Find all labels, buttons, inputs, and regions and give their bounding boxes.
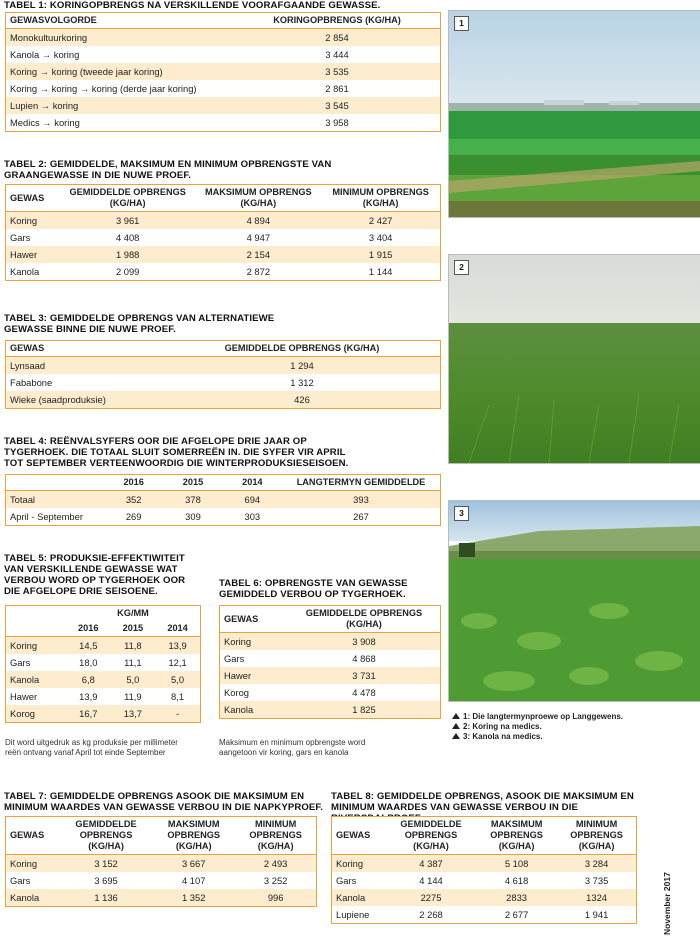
cell: 4 618 bbox=[476, 872, 557, 889]
cell: Koring bbox=[332, 855, 387, 873]
cell: 4 478 bbox=[288, 684, 441, 701]
cell: 6,8 bbox=[66, 671, 111, 688]
table-5-note: Dit word uitgedruk as kg produksie per millimeter reën ontvang vanaf April tot einde September bbox=[5, 738, 178, 757]
table-row bbox=[332, 889, 637, 906]
cell: 2833 bbox=[476, 889, 557, 906]
cell: 309 bbox=[163, 508, 222, 526]
cell: Gars bbox=[6, 654, 67, 671]
table-row bbox=[220, 667, 441, 684]
cell: 2 677 bbox=[476, 906, 557, 924]
table-4-title: TABEL 4: REËNVALSYFERS OOR DIE AFGELOPE DRIE JAAR OP TYGERHOEK. DIE TOTAAL SLUIT SOMERREËN IN. DIE SYFER VIR APRIL TOT SEPTEMBER VERTEENWOORDIG DIE WINTERPRODUKSIESEISOEN. bbox=[4, 436, 349, 469]
cell: Gars bbox=[6, 872, 61, 889]
cell: 3 908 bbox=[288, 633, 441, 651]
table-row bbox=[6, 654, 201, 671]
cell: 3 958 bbox=[234, 114, 441, 132]
triangle-icon bbox=[452, 733, 460, 739]
table-2-title: TABEL 2: GEMIDDELDE, MAKSIMUM EN MINIMUM OPBRENGSTE VAN GRAANGEWASSE IN DIE NUWE PROEF. bbox=[4, 159, 332, 181]
cell: 3 444 bbox=[234, 46, 441, 63]
table-header: GEWAS bbox=[6, 185, 61, 212]
table-row bbox=[6, 872, 317, 889]
table-8 bbox=[331, 816, 637, 924]
table-header: 2014 bbox=[155, 621, 200, 637]
cell: - bbox=[155, 705, 200, 723]
cell: 1 312 bbox=[164, 374, 441, 391]
cell: Kanola bbox=[6, 889, 61, 907]
cell: 267 bbox=[282, 508, 441, 526]
photo-captions bbox=[452, 712, 697, 742]
table-header: GEMIDDELDE OPBRENGS (KG/HA) bbox=[386, 817, 476, 855]
cell: Hawer bbox=[220, 667, 289, 684]
cell: Medics → koring bbox=[6, 114, 235, 132]
cell: 3 404 bbox=[321, 229, 440, 246]
table-header: MINIMUM OPBRENGS (KG/HA) bbox=[557, 817, 636, 855]
cell: Gars bbox=[6, 229, 61, 246]
cell: 3 961 bbox=[60, 212, 195, 230]
cell: 1 825 bbox=[288, 701, 441, 719]
photo-1-badge: 1 bbox=[454, 16, 469, 31]
cell: Koring bbox=[6, 855, 61, 873]
table-row bbox=[6, 63, 441, 80]
table-row bbox=[6, 889, 317, 907]
cell: Hawer bbox=[6, 246, 61, 263]
cell: 4 408 bbox=[60, 229, 195, 246]
cell: 4 107 bbox=[152, 872, 235, 889]
cell: 2 861 bbox=[234, 80, 441, 97]
table-header: GEMIDDELDE OPBRENGS (KG/HA) bbox=[164, 341, 441, 357]
cell: Koring bbox=[6, 637, 67, 655]
table-4 bbox=[5, 474, 441, 526]
table-header: GEWAS bbox=[332, 817, 387, 855]
cell: 13,9 bbox=[155, 637, 200, 655]
cell: 1 352 bbox=[152, 889, 235, 907]
cell: 352 bbox=[104, 491, 163, 509]
cell: 4 894 bbox=[195, 212, 321, 230]
cell: Kanola bbox=[6, 671, 67, 688]
table-row bbox=[6, 263, 441, 281]
cell: 303 bbox=[223, 508, 282, 526]
cell: 2 854 bbox=[234, 29, 441, 47]
caption-2 bbox=[452, 722, 697, 732]
cell: 5,0 bbox=[155, 671, 200, 688]
cell: 3 695 bbox=[60, 872, 152, 889]
table-row bbox=[332, 906, 637, 924]
table-5 bbox=[5, 605, 201, 723]
photo-wheat bbox=[448, 254, 700, 464]
cell: 4 387 bbox=[386, 855, 476, 873]
table-header bbox=[6, 475, 105, 491]
cell: 8,1 bbox=[155, 688, 200, 705]
cell: 12,1 bbox=[155, 654, 200, 671]
table-row bbox=[6, 688, 201, 705]
cell: 1 988 bbox=[60, 246, 195, 263]
table-header: GEMIDDELDE OPBRENGS (KG/HA) bbox=[60, 185, 195, 212]
cell: Fababone bbox=[6, 374, 165, 391]
table-row bbox=[6, 391, 441, 409]
cell: 2275 bbox=[386, 889, 476, 906]
table-row bbox=[220, 701, 441, 719]
cell: Totaal bbox=[6, 491, 105, 509]
table-header: GEWAS bbox=[6, 817, 61, 855]
cell: 5,0 bbox=[111, 671, 156, 688]
table-row bbox=[6, 29, 441, 47]
cell: 996 bbox=[235, 889, 316, 907]
cell: 393 bbox=[282, 491, 441, 509]
cell: Kanola bbox=[332, 889, 387, 906]
cell: 3 731 bbox=[288, 667, 441, 684]
triangle-icon bbox=[452, 713, 460, 719]
footer-date: November 2017 bbox=[662, 872, 672, 935]
cell: 13,7 bbox=[111, 705, 156, 723]
triangle-icon bbox=[452, 723, 460, 729]
table-header bbox=[6, 621, 67, 637]
cell: 1 144 bbox=[321, 263, 440, 281]
table-row bbox=[6, 212, 441, 230]
table-header: LANGTERMYN GEMIDDELDE bbox=[282, 475, 441, 491]
table-row bbox=[220, 684, 441, 701]
cell: 2 427 bbox=[321, 212, 440, 230]
table-6-note: Maksimum en minimum opbrengste word aangetoon vir koring, gars en kanola bbox=[219, 738, 366, 757]
cell: 694 bbox=[223, 491, 282, 509]
table-1 bbox=[5, 12, 441, 132]
cell: Gars bbox=[332, 872, 387, 889]
cell: 3 152 bbox=[60, 855, 152, 873]
table-header: 2016 bbox=[66, 621, 111, 637]
caption-3 bbox=[452, 732, 697, 742]
table-5-title: TABEL 5: PRODUKSIE-EFFEKTIWITEIT VAN VERSKILLENDE GEWASSE WAT VERBOU WORD OP TYGERHOEK OOR DIE AFGELOPE DRIE SEISOENE. bbox=[4, 553, 186, 597]
table-header bbox=[6, 606, 67, 622]
cell: 1 136 bbox=[60, 889, 152, 907]
cell: 4 947 bbox=[195, 229, 321, 246]
wheat-field-image bbox=[449, 255, 700, 463]
cell: Koring → koring → koring (derde jaar koring) bbox=[6, 80, 235, 97]
unit-header: KG/MM bbox=[66, 606, 201, 622]
photo-langgewens bbox=[448, 10, 700, 218]
cell: 1 941 bbox=[557, 906, 636, 924]
table-7-title: TABEL 7: GEMIDDELDE OPBRENGS ASOOK DIE MAKSIMUM EN MINIMUM WAARDES VAN GEWASSE VERBOU IN DIE NAPKYPROEF. bbox=[4, 791, 324, 813]
caption-text: 1: Die langtermynproewe op Langgewens. bbox=[463, 712, 624, 721]
table-row bbox=[6, 491, 441, 509]
table-3-title: TABEL 3: GEMIDDELDE OPBRENGS VAN ALTERNATIEWE GEWASSE BINNE DIE NUWE PROEF. bbox=[4, 313, 275, 335]
cell: 16,7 bbox=[66, 705, 111, 723]
cell: Hawer bbox=[6, 688, 67, 705]
cell: 3 667 bbox=[152, 855, 235, 873]
table-row bbox=[6, 705, 201, 723]
cell: 2 154 bbox=[195, 246, 321, 263]
cell: Kanola bbox=[220, 701, 289, 719]
cell: 2 872 bbox=[195, 263, 321, 281]
table-header: 2015 bbox=[111, 621, 156, 637]
cell: 2 099 bbox=[60, 263, 195, 281]
cell: 3 735 bbox=[557, 872, 636, 889]
table-row bbox=[332, 872, 637, 889]
cell: 378 bbox=[163, 491, 222, 509]
cell: 18,0 bbox=[66, 654, 111, 671]
table-header: 2016 bbox=[104, 475, 163, 491]
cell: 3 252 bbox=[235, 872, 316, 889]
cell: Koring → koring (tweede jaar koring) bbox=[6, 63, 235, 80]
cell: 14,5 bbox=[66, 637, 111, 655]
cell: Korog bbox=[220, 684, 289, 701]
cell: Monokultuurkoring bbox=[6, 29, 235, 47]
table-row bbox=[6, 374, 441, 391]
table-row bbox=[6, 671, 201, 688]
table-row bbox=[6, 114, 441, 132]
table-7 bbox=[5, 816, 317, 907]
table-8-title: TABEL 8: GEMIDDELDE OPBRENGS, ASOOK DIE MAKSIMUM EN MINIMUM WAARDES VAN GEWASSE VERBOU IN DIE bbox=[331, 791, 634, 813]
table-header: GEMIDDELDE OPBRENGS (KG/HA) bbox=[60, 817, 152, 855]
cell: 4 144 bbox=[386, 872, 476, 889]
cell: 269 bbox=[104, 508, 163, 526]
table-row bbox=[6, 855, 317, 873]
cell: 1324 bbox=[557, 889, 636, 906]
table-row bbox=[6, 246, 441, 263]
table-header: 2014 bbox=[223, 475, 282, 491]
table-row bbox=[6, 46, 441, 63]
caption-text: 3: Kanola na medics. bbox=[463, 732, 543, 741]
table-6 bbox=[219, 605, 441, 719]
cell: 3 545 bbox=[234, 97, 441, 114]
table-header: MAKSIMUM OPBRENGS (KG/HA) bbox=[152, 817, 235, 855]
cell: 13,9 bbox=[66, 688, 111, 705]
table-header: MAKSIMUM OPBRENGS (KG/HA) bbox=[195, 185, 321, 212]
cell: Wieke (saadproduksie) bbox=[6, 391, 165, 409]
cell: 3 535 bbox=[234, 63, 441, 80]
field-landscape-image bbox=[449, 11, 700, 217]
cell: 1 294 bbox=[164, 357, 441, 375]
table-1-title: TABEL 1: KORINGOPBRENGS NA VERSKILLENDE VOORAFGAANDE GEWASSE. bbox=[4, 0, 381, 11]
table-header: GEMIDDELDE OPBRENGS (KG/HA) bbox=[288, 606, 441, 633]
cell: 11,8 bbox=[111, 637, 156, 655]
cell: Kanola → koring bbox=[6, 46, 235, 63]
cell: Lupien → koring bbox=[6, 97, 235, 114]
table-row bbox=[6, 229, 441, 246]
table-6-title: TABEL 6: OPBRENGSTE VAN GEWASSE GEMIDDELD VERBOU OP TYGERHOEK. bbox=[219, 578, 408, 600]
table-row bbox=[332, 855, 637, 873]
photo-2-badge: 2 bbox=[454, 260, 469, 275]
photo-canola bbox=[448, 500, 700, 702]
cell: 426 bbox=[164, 391, 441, 409]
table-header: MINIMUM OPBRENGS (KG/HA) bbox=[321, 185, 440, 212]
table-header: 2015 bbox=[163, 475, 222, 491]
table-header: MINIMUM OPBRENGS (KG/HA) bbox=[235, 817, 316, 855]
cell: 2 493 bbox=[235, 855, 316, 873]
table-header: GEWAS bbox=[6, 341, 165, 357]
cell: Korog bbox=[6, 705, 67, 723]
table-header: MAKSIMUM OPBRENGS (KG/HA) bbox=[476, 817, 557, 855]
cell: Lupiene bbox=[332, 906, 387, 924]
table-3 bbox=[5, 340, 441, 409]
cell: 11,1 bbox=[111, 654, 156, 671]
table-row bbox=[220, 650, 441, 667]
canola-field-image bbox=[449, 501, 700, 701]
table-row bbox=[6, 97, 441, 114]
table-row bbox=[6, 637, 201, 655]
table-header: GEWASVOLGORDE bbox=[6, 13, 235, 29]
cell: April - September bbox=[6, 508, 105, 526]
table-row bbox=[6, 80, 441, 97]
table-row bbox=[6, 357, 441, 375]
caption-1 bbox=[452, 712, 697, 722]
cell: 5 108 bbox=[476, 855, 557, 873]
table-header: KORINGOPBRENGS (KG/HA) bbox=[234, 13, 441, 29]
cell: 11,9 bbox=[111, 688, 156, 705]
cell: Kanola bbox=[6, 263, 61, 281]
cell: 2 268 bbox=[386, 906, 476, 924]
table-row bbox=[220, 633, 441, 651]
cell: 1 915 bbox=[321, 246, 440, 263]
cell: 4 868 bbox=[288, 650, 441, 667]
photo-3-badge: 3 bbox=[454, 506, 469, 521]
cell: Koring bbox=[6, 212, 61, 230]
cell: 3 284 bbox=[557, 855, 636, 873]
table-row bbox=[6, 508, 441, 526]
table-header: GEWAS bbox=[220, 606, 289, 633]
table-2 bbox=[5, 184, 441, 281]
cell: Gars bbox=[220, 650, 289, 667]
cell: Lynsaad bbox=[6, 357, 165, 375]
caption-text: 2: Koring na medics. bbox=[463, 722, 542, 731]
cell: Koring bbox=[220, 633, 289, 651]
